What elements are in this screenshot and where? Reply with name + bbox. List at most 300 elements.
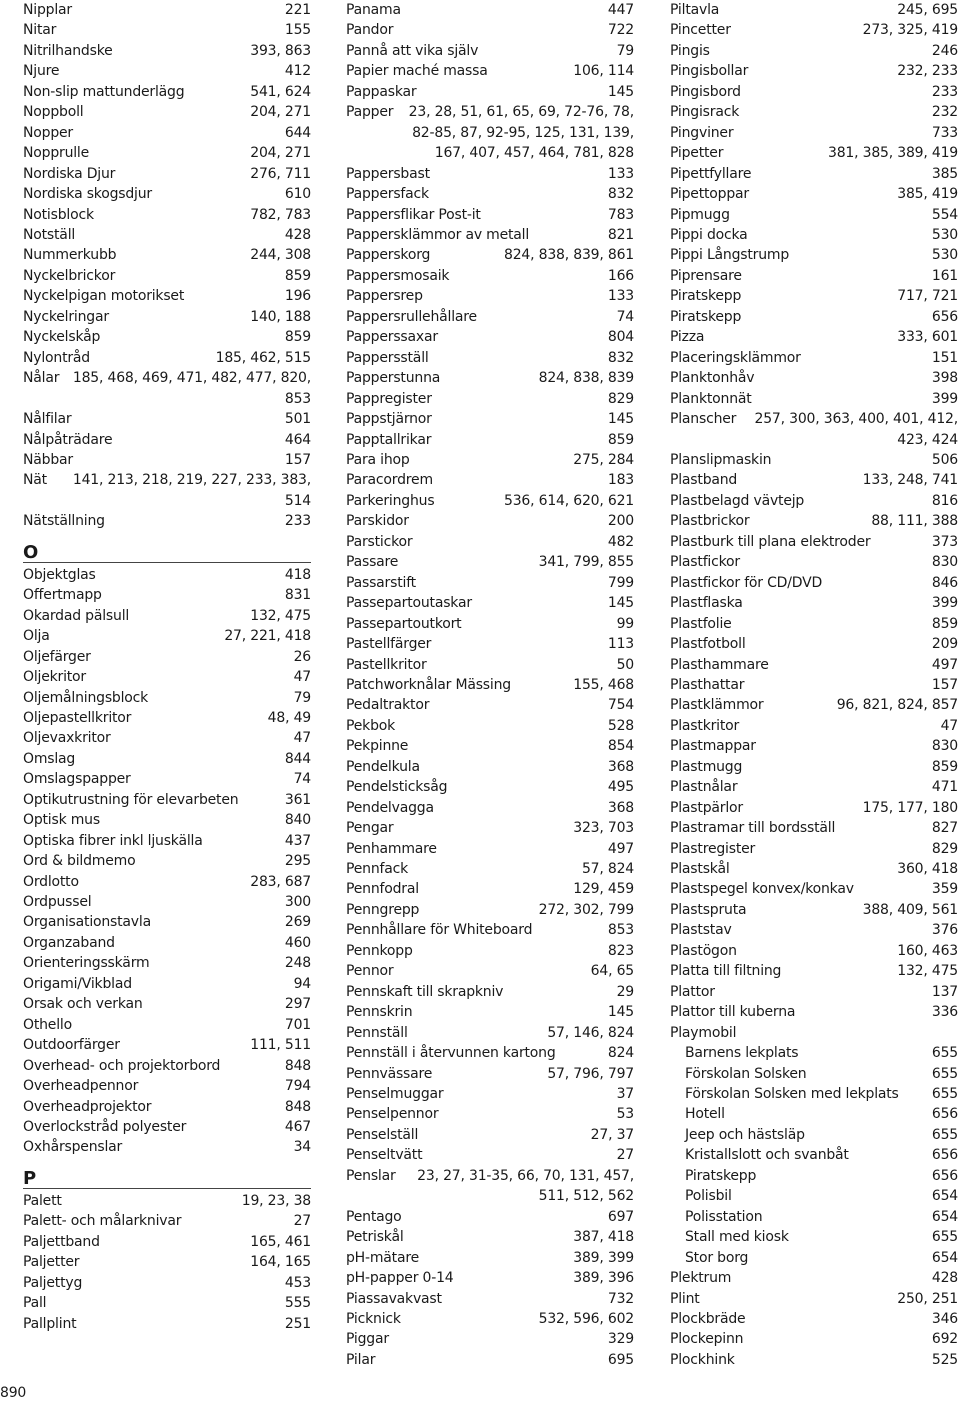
entry-pages: 47 xyxy=(293,730,311,747)
entry-pages: 297 xyxy=(284,996,311,1013)
entry-term: Pappersklämmor av metall xyxy=(346,226,530,243)
index-subentry xyxy=(670,1084,958,1104)
index-entry xyxy=(23,1293,311,1313)
entry-term: Paracordrem xyxy=(346,472,433,489)
entry-term: Pallplint xyxy=(23,1315,77,1332)
index-entry xyxy=(346,1104,634,1124)
entry-pages: 27 xyxy=(293,1213,311,1230)
entry-term: Papptallrikar xyxy=(346,431,432,448)
entry-term: Jeep och hästsläp xyxy=(685,1126,805,1143)
index-subentry xyxy=(670,1145,958,1165)
entry-term: Parstickor xyxy=(346,533,413,550)
entry-pages: 398 xyxy=(931,370,958,387)
entry-term: Nålfilar xyxy=(23,411,72,428)
entry-term: Overhead- och projektorbord xyxy=(23,1057,221,1074)
entry-term: Nylontråd xyxy=(23,349,90,366)
index-entry xyxy=(670,225,958,245)
page-number: 890 xyxy=(0,1385,27,1401)
entry-pages: 204, 271 xyxy=(250,145,311,162)
index-entry xyxy=(346,941,634,961)
entry-term: Patchworknålar Mässing xyxy=(346,676,511,693)
entry-term: Nyckelbrickor xyxy=(23,267,116,284)
index-entry xyxy=(670,266,958,286)
entry-pages: 23, 28, 51, 61, 65, 69, 72-76, 78, 82-85, 87, 92-95, 125, 131, 139, 167, 407, 457, 464, 781, 828 xyxy=(408,104,634,162)
index-entry xyxy=(346,1145,634,1165)
entry-term: Kristallslott och svanbåt xyxy=(685,1147,849,1164)
entry-term: Okardad pälsull xyxy=(23,607,130,624)
entry-term: Paljettyg xyxy=(23,1274,83,1291)
entry-term: Pennkopp xyxy=(346,942,413,959)
index-entry xyxy=(670,777,958,797)
index-entry xyxy=(23,450,311,470)
entry-term: Pendelkula xyxy=(346,758,420,775)
entry-term: Plastfickor för CD/DVD xyxy=(670,574,823,591)
entry-pages: 165, 461 xyxy=(250,1233,311,1250)
entry-term: Pastellfärger xyxy=(346,636,432,653)
entry-pages: 848 xyxy=(284,1057,311,1074)
entry-pages: 453 xyxy=(284,1274,311,1291)
index-entry xyxy=(23,368,311,409)
entry-term: Petriskål xyxy=(346,1229,404,1246)
entry-pages: 717, 721 xyxy=(897,288,958,305)
index-entry xyxy=(346,1329,634,1349)
entry-pages: 754 xyxy=(607,697,634,714)
entry-pages: 387, 418 xyxy=(573,1229,634,1246)
entry-term: Piratskepp xyxy=(670,308,742,325)
entry-term: Orienteringsskärm xyxy=(23,955,150,972)
entry-pages: 196 xyxy=(284,288,311,305)
entry-pages: 824 xyxy=(607,1045,634,1062)
index-entry xyxy=(670,839,958,859)
entry-term: Pekbok xyxy=(346,717,396,734)
index-entry xyxy=(670,655,958,675)
entry-pages: 437 xyxy=(284,832,311,849)
entry-term: Nitar xyxy=(23,22,57,39)
index-entry xyxy=(346,961,634,981)
entry-pages: 329 xyxy=(607,1331,634,1348)
entry-term: Pennor xyxy=(346,963,394,980)
entry-term: Plastburk till plana elektroder xyxy=(670,533,871,550)
entry-term: Pippi Långstrump xyxy=(670,247,790,264)
entry-term: Piratskepp xyxy=(685,1167,757,1184)
entry-pages: 859 xyxy=(607,431,634,448)
index-entry xyxy=(23,511,311,531)
entry-pages: 88, 111, 388 xyxy=(871,513,958,530)
index-column-1 xyxy=(23,0,311,1334)
entry-term: Pentago xyxy=(346,1208,402,1225)
index-entry xyxy=(670,286,958,306)
section-heading: O xyxy=(23,532,311,563)
index-entry xyxy=(346,1125,634,1145)
entry-term: Nitrilhandske xyxy=(23,42,113,59)
entry-pages: 428 xyxy=(931,1270,958,1287)
index-entry xyxy=(23,470,311,511)
entry-term: Nopper xyxy=(23,124,73,141)
entry-pages: 157 xyxy=(284,451,311,468)
entry-pages: 701 xyxy=(284,1016,311,1033)
index-entry xyxy=(670,716,958,736)
index-entry xyxy=(670,450,958,470)
index-entry xyxy=(670,61,958,81)
entry-pages: 209 xyxy=(931,636,958,653)
entry-pages: 824, 838, 839 xyxy=(538,370,634,387)
index-entry xyxy=(23,810,311,830)
entry-term: Pannå att vika själv xyxy=(346,42,479,59)
entry-term: Pandor xyxy=(346,22,394,39)
entry-term: Plektrum xyxy=(670,1270,732,1287)
entry-pages: 275, 284 xyxy=(573,451,634,468)
entry-term: Pingisbord xyxy=(670,83,741,100)
entry-pages: 464 xyxy=(284,431,311,448)
entry-pages: 554 xyxy=(931,206,958,223)
index-entry xyxy=(23,1211,311,1231)
index-entry xyxy=(670,123,958,143)
entry-term: Nyckelskåp xyxy=(23,329,101,346)
index-entry xyxy=(670,798,958,818)
entry-pages: 129, 459 xyxy=(573,881,634,898)
entry-term: Pendelvagga xyxy=(346,799,434,816)
entry-term: Plastbrickor xyxy=(670,513,750,530)
index-entry xyxy=(346,511,634,531)
entry-term: Oljefärger xyxy=(23,648,91,665)
entry-pages: 823 xyxy=(607,942,634,959)
index-entry xyxy=(346,675,634,695)
index-entry xyxy=(670,573,958,593)
entry-pages: 832 xyxy=(607,186,634,203)
entry-term: Optikutrustning för elevarbeten xyxy=(23,791,239,808)
entry-pages: 655 xyxy=(931,1045,958,1062)
index-entry xyxy=(670,41,958,61)
entry-term: Nordiska Djur xyxy=(23,165,116,182)
entry-pages: 859 xyxy=(284,329,311,346)
entry-pages: 831 xyxy=(284,587,311,604)
entry-term: Pappersmosaik xyxy=(346,267,450,284)
entry-pages: 269 xyxy=(284,914,311,931)
entry-pages: 832 xyxy=(607,349,634,366)
index-entry xyxy=(23,688,311,708)
entry-pages: 859 xyxy=(284,267,311,284)
entry-pages: 346 xyxy=(931,1311,958,1327)
index-entry xyxy=(23,728,311,748)
index-entry xyxy=(346,245,634,265)
entry-term: Pennskrin xyxy=(346,1004,413,1021)
entry-pages: 276, 711 xyxy=(250,165,311,182)
entry-term: Pippi docka xyxy=(670,226,748,243)
entry-pages: 373 xyxy=(931,533,958,550)
entry-term: Nopprulle xyxy=(23,145,90,162)
index-entry xyxy=(23,892,311,912)
entry-term: Plastband xyxy=(670,472,738,489)
entry-term: Oxhårspenslar xyxy=(23,1139,123,1156)
entry-pages: 341, 799, 855 xyxy=(538,554,634,571)
index-entry xyxy=(670,859,958,879)
entry-term: Planslipmaskin xyxy=(670,451,772,468)
index-entry xyxy=(670,1268,958,1288)
entry-term: Plastpärlor xyxy=(670,799,743,816)
section-heading: P xyxy=(23,1158,311,1189)
index-entry xyxy=(23,409,311,429)
index-entry xyxy=(23,430,311,450)
index-entry xyxy=(346,491,634,511)
entry-pages: 133 xyxy=(607,165,634,182)
index-entry xyxy=(23,1232,311,1252)
entry-term: Plastflaska xyxy=(670,595,743,612)
entry-pages: 389, 399 xyxy=(573,1249,634,1266)
entry-term: Penslar xyxy=(346,1167,396,1184)
entry-pages: 656 xyxy=(931,1106,958,1123)
index-subentry xyxy=(670,1207,958,1227)
index-entry xyxy=(346,614,634,634)
entry-term: Pennhållare för Whiteboard xyxy=(346,922,533,939)
entry-term: Pall xyxy=(23,1295,47,1312)
index-entry xyxy=(346,184,634,204)
entry-term: Omslag xyxy=(23,750,76,767)
entry-pages: 830 xyxy=(931,738,958,755)
index-entry xyxy=(670,614,958,634)
entry-pages: 848 xyxy=(284,1098,311,1115)
index-entry xyxy=(346,532,634,552)
entry-term: Nyckelpigan motorikset xyxy=(23,288,185,305)
entry-term: Penselpennor xyxy=(346,1106,439,1123)
index-entry xyxy=(346,634,634,654)
entry-term: Stall med kiosk xyxy=(685,1229,789,1246)
entry-pages: 783 xyxy=(607,206,634,223)
entry-pages: 532, 596, 602 xyxy=(538,1311,634,1327)
entry-pages: 530 xyxy=(931,247,958,264)
entry-term: Pingisrack xyxy=(670,104,740,121)
index-entry xyxy=(670,1289,958,1309)
entry-pages: 385 xyxy=(931,165,958,182)
entry-pages: 376 xyxy=(931,922,958,939)
entry-term: Overlockstråd polyester xyxy=(23,1119,187,1136)
entry-term: Passare xyxy=(346,554,399,571)
entry-term: Passarstift xyxy=(346,574,416,591)
entry-term: Plastbelagd vävtejp xyxy=(670,492,805,509)
entry-pages: 246 xyxy=(931,42,958,59)
index-entry xyxy=(23,61,311,81)
entry-term: Pingviner xyxy=(670,124,734,141)
entry-pages: 23, 27, 31-35, 66, 70, 131, 457, 511, 512, 562 xyxy=(417,1167,634,1205)
index-entry xyxy=(23,647,311,667)
index-entry xyxy=(346,82,634,102)
entry-term: Pennställ xyxy=(346,1024,408,1041)
index-entry xyxy=(346,695,634,715)
entry-pages: 26 xyxy=(293,648,311,665)
entry-term: Pappersflikar Post-it xyxy=(346,206,481,223)
entry-term: Plint xyxy=(670,1290,700,1307)
entry-pages: 393, 863 xyxy=(250,42,311,59)
entry-pages: 166 xyxy=(607,267,634,284)
entry-pages: 48, 49 xyxy=(267,709,311,726)
index-entry xyxy=(670,511,958,531)
index-entry xyxy=(23,626,311,646)
entry-pages: 501 xyxy=(284,411,311,428)
entry-pages: 155 xyxy=(284,22,311,39)
entry-pages: 471 xyxy=(931,779,958,796)
entry-term: Organisationstavla xyxy=(23,914,151,931)
index-entry xyxy=(346,409,634,429)
index-entry xyxy=(670,675,958,695)
entry-pages: 824, 838, 839, 861 xyxy=(504,247,634,264)
index-entry xyxy=(23,994,311,1014)
entry-term: Plastnålar xyxy=(670,779,738,796)
index-entry xyxy=(670,409,958,450)
index-entry xyxy=(346,1023,634,1043)
entry-pages: 654 xyxy=(931,1208,958,1225)
entry-pages: 428 xyxy=(284,226,311,243)
entry-pages: 654 xyxy=(931,1249,958,1266)
index-entry xyxy=(23,164,311,184)
entry-term: Palett xyxy=(23,1192,62,1209)
index-entry xyxy=(346,102,634,163)
index-entry xyxy=(23,708,311,728)
entry-pages: 816 xyxy=(931,492,958,509)
entry-pages: 34 xyxy=(293,1139,311,1156)
entry-term: Ordlotto xyxy=(23,873,79,890)
entry-pages: 164, 165 xyxy=(250,1254,311,1271)
index-entry xyxy=(23,82,311,102)
entry-pages: 94 xyxy=(293,975,311,992)
entry-term: Optisk mus xyxy=(23,812,100,829)
index-subentry xyxy=(670,1227,958,1247)
entry-pages: 160, 463 xyxy=(897,942,958,959)
index-entry xyxy=(346,450,634,470)
entry-term: Plastfolie xyxy=(670,615,732,632)
entry-term: Plockhink xyxy=(670,1351,735,1368)
index-entry xyxy=(670,164,958,184)
index-entry xyxy=(23,769,311,789)
entry-term: Papperssaxar xyxy=(346,329,438,346)
index-entry xyxy=(670,327,958,347)
index-entry xyxy=(670,245,958,265)
entry-pages: 161 xyxy=(931,267,958,284)
entry-term: Ord & bildmemo xyxy=(23,853,136,870)
entry-term: Pappregister xyxy=(346,390,432,407)
index-entry xyxy=(670,982,958,1002)
entry-term: Polisbil xyxy=(685,1188,732,1205)
entry-term: Plasthammare xyxy=(670,656,769,673)
entry-term: Papper xyxy=(346,104,394,121)
entry-pages: 333, 601 xyxy=(897,329,958,346)
index-entry xyxy=(670,368,958,388)
entry-term: Panama xyxy=(346,2,401,18)
index-entry xyxy=(346,205,634,225)
entry-term: Pipettfyllare xyxy=(670,165,752,182)
entry-term: Pedaltraktor xyxy=(346,697,430,714)
entry-term: Playmobil xyxy=(670,1024,737,1041)
index-entry xyxy=(23,585,311,605)
entry-term: Förskolan Solsken med lekplats xyxy=(685,1086,899,1103)
index-entry xyxy=(670,1309,958,1329)
entry-term: Plockepinn xyxy=(670,1331,744,1348)
entry-pages: 232 xyxy=(931,104,958,121)
index-entry xyxy=(346,41,634,61)
index-entry xyxy=(670,0,958,20)
entry-pages: 273, 325, 419 xyxy=(862,22,958,39)
entry-pages: 412 xyxy=(284,63,311,80)
index-entry xyxy=(670,879,958,899)
entry-pages: 859 xyxy=(931,758,958,775)
index-entry xyxy=(346,307,634,327)
index-entry xyxy=(346,1043,634,1063)
entry-term: Notställ xyxy=(23,226,76,243)
entry-term: Plaststav xyxy=(670,922,732,939)
index-entry xyxy=(670,307,958,327)
index-entry xyxy=(346,1289,634,1309)
entry-pages: 133 xyxy=(607,288,634,305)
index-subentry xyxy=(670,1064,958,1084)
entry-term: Pipettoppar xyxy=(670,186,749,203)
entry-term: Plattor till kuberna xyxy=(670,1004,796,1021)
index-entry xyxy=(670,491,958,511)
index-entry xyxy=(346,777,634,797)
entry-pages: 541, 624 xyxy=(250,83,311,100)
index-entry xyxy=(23,1252,311,1272)
entry-term: Piltavla xyxy=(670,2,720,18)
index-entry xyxy=(23,1314,311,1334)
index-entry xyxy=(346,368,634,388)
index-entry xyxy=(346,716,634,736)
index-entry xyxy=(670,593,958,613)
index-entry xyxy=(23,184,311,204)
index-entry xyxy=(670,470,958,490)
entry-pages: 840 xyxy=(284,812,311,829)
entry-pages: 854 xyxy=(607,738,634,755)
entry-term: Parskidor xyxy=(346,513,409,530)
index-entry xyxy=(23,790,311,810)
index-entry xyxy=(346,1084,634,1104)
index-entry xyxy=(670,900,958,920)
entry-term: Pipmugg xyxy=(670,206,730,223)
entry-pages: 360, 418 xyxy=(897,861,958,878)
entry-term: Origami/Vikblad xyxy=(23,975,132,992)
index-entry xyxy=(346,757,634,777)
entry-term: Planktonhåv xyxy=(670,370,755,387)
entry-term: Pendelsticksåg xyxy=(346,779,448,796)
entry-pages: 692 xyxy=(931,1331,958,1348)
entry-term: Pappersbast xyxy=(346,165,430,182)
entry-pages: 656 xyxy=(931,1147,958,1164)
entry-pages: 221 xyxy=(284,2,311,18)
index-entry xyxy=(670,941,958,961)
entry-pages: 844 xyxy=(284,750,311,767)
entry-pages: 99 xyxy=(616,615,634,632)
entry-pages: 244, 308 xyxy=(250,247,311,264)
entry-term: Njure xyxy=(23,63,60,80)
entry-term: Pennvässare xyxy=(346,1065,433,1082)
entry-term: Pappersställ xyxy=(346,349,429,366)
entry-term: Noppboll xyxy=(23,104,84,121)
entry-pages: 460 xyxy=(284,934,311,951)
entry-pages: 381, 385, 389, 419 xyxy=(828,145,958,162)
index-entry xyxy=(23,831,311,851)
entry-pages: 272, 302, 799 xyxy=(538,901,634,918)
entry-pages: 536, 614, 620, 621 xyxy=(504,492,634,509)
entry-term: Papperskorg xyxy=(346,247,431,264)
entry-pages: 654 xyxy=(931,1188,958,1205)
index-entry xyxy=(346,266,634,286)
entry-term: Pipetter xyxy=(670,145,724,162)
entry-pages: 656 xyxy=(931,308,958,325)
index-entry xyxy=(670,818,958,838)
entry-pages: 385, 419 xyxy=(897,186,958,203)
entry-pages: 106, 114 xyxy=(573,63,634,80)
entry-term: Penselställ xyxy=(346,1126,419,1143)
entry-term: Passepartoutkort xyxy=(346,615,462,632)
index-entry xyxy=(670,1329,958,1349)
entry-term: Penhammare xyxy=(346,840,437,857)
index-entry xyxy=(23,102,311,122)
